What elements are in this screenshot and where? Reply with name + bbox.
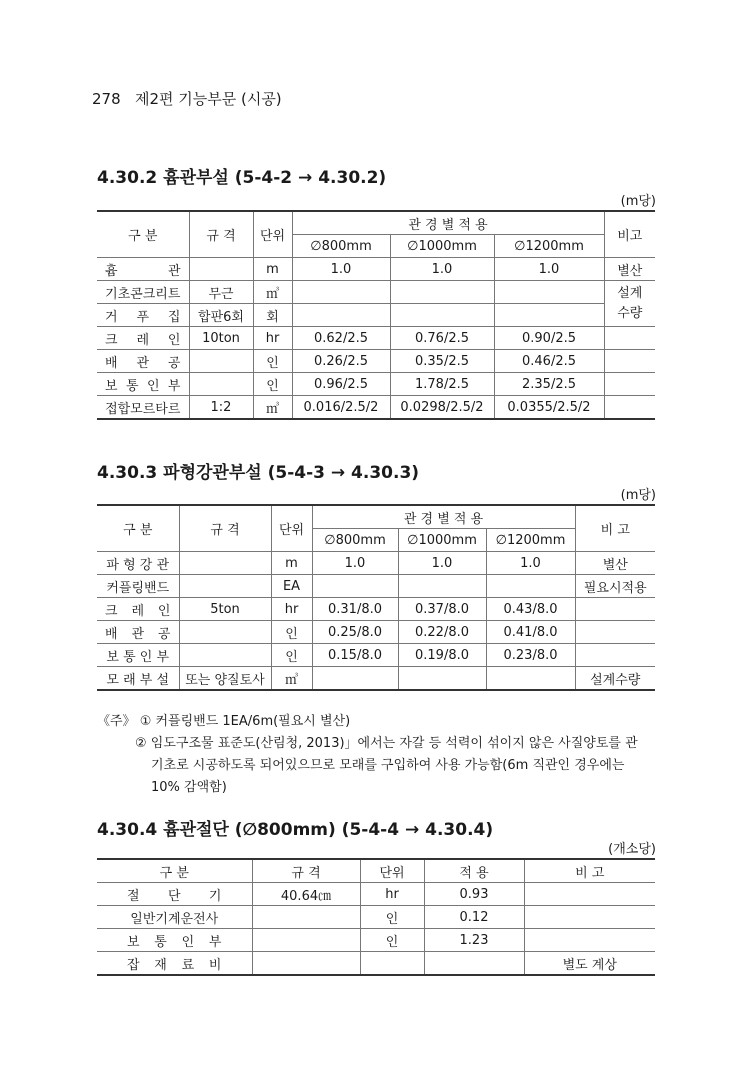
header-danwi: 단위 xyxy=(360,859,424,883)
table-row: 절 단 기 40.64㎝ hr 0.93 xyxy=(97,883,655,906)
header-p3: ∅1200mm xyxy=(486,529,575,552)
table-row: 보 통 인 부 인 0.96/2.5 1.78/2.5 2.35/2.5 xyxy=(97,373,655,396)
header-p3: ∅1200mm xyxy=(494,235,604,258)
note-1: 《주》 ① 커플링밴드 1EA/6m(필요시 별산) xyxy=(97,714,351,729)
header-danwi: 단위 xyxy=(253,211,292,258)
unit-label: (m당) xyxy=(620,194,656,209)
table-row: 잡 재 료 비 별도 계상 xyxy=(97,952,655,976)
header-p2: ∅1000mm xyxy=(398,529,486,552)
header-danwi: 단위 xyxy=(271,505,312,552)
notes-label: 《주》 xyxy=(97,714,136,729)
table-row: 보 통 인 부 인 1.23 xyxy=(97,929,655,952)
header-gyugyeok: 규 격 xyxy=(179,505,271,552)
unit-label: (m당) xyxy=(620,488,656,503)
table-row: 흄 관 m 1.0 1.0 1.0 별산 xyxy=(97,258,655,281)
table-corrugated-pipe-laying xyxy=(97,504,655,691)
note-2-cont: 10% 감액함) xyxy=(151,780,227,795)
table-row: 기초콘크리트 무근 ㎥ 설계 수량 xyxy=(97,281,655,304)
header-gubun: 구 분 xyxy=(97,859,252,883)
header-bigo: 비고 xyxy=(604,211,655,258)
header-group: 관 경 별 적 용 xyxy=(312,505,575,529)
table-row: 접합모르타르 1:2 ㎥ 0.016/2.5/2 0.0298/2.5/2 0.0355/2.5/2 xyxy=(97,396,655,420)
header-p2: ∅1000mm xyxy=(390,235,494,258)
section-title-4-30-2: 4.30.2 흄관부설 (5-4-2 → 4.30.2) xyxy=(97,168,387,188)
page-number: 278 xyxy=(92,90,121,108)
header-jeokyong: 적 용 xyxy=(424,859,524,883)
notes xyxy=(97,711,657,799)
note-2: ② 임도구조물 표준도(산림청, 2013)」에서는 자갈 등 석력이 섞이지 않은 사질양토를 관 xyxy=(135,736,638,751)
header-p1: ∅800mm xyxy=(292,235,390,258)
note-2-cont: 기초로 시공하도록 되어있으므로 모래를 구입하여 사용 가능함(6m 직관인 경우에는 xyxy=(151,758,625,773)
merged-note-cell: 설계 수량 xyxy=(604,281,655,327)
table-hume-pipe-laying xyxy=(97,210,655,420)
table-row: 일반기계운전사 인 0.12 xyxy=(97,906,655,929)
part-title: 제2편 기능부문 (시공) xyxy=(134,90,282,108)
table-hume-pipe-cutting xyxy=(97,858,655,976)
table-row: 크 레 인 10ton hr 0.62/2.5 0.76/2.5 0.90/2.5 xyxy=(97,327,655,350)
unit-label: (개소당) xyxy=(608,842,656,857)
table-row: 배 관 공 인 0.25/8.0 0.22/8.0 0.41/8.0 xyxy=(97,621,655,644)
table-row: 크 레 인 5ton hr 0.31/8.0 0.37/8.0 0.43/8.0 xyxy=(97,598,655,621)
table-row: 거 푸 집 합판6회 회 xyxy=(97,304,655,327)
section-title-4-30-4: 4.30.4 흄관절단 (∅800mm) (5-4-4 → 4.30.4) xyxy=(97,820,494,840)
header-gubun: 구 분 xyxy=(97,505,179,552)
table-row: 모 래 부 설 또는 양질토사 ㎥ 설계수량 xyxy=(97,667,655,691)
header-group: 관 경 별 적 용 xyxy=(292,211,604,235)
header-bigo: 비 고 xyxy=(575,505,655,552)
header-gyugyeok: 규 격 xyxy=(189,211,253,258)
table-row: 배 관 공 인 0.26/2.5 0.35/2.5 0.46/2.5 xyxy=(97,350,655,373)
table-row: 커플링밴드 EA 필요시적용 xyxy=(97,575,655,598)
table-row: 파 형 강 관 m 1.0 1.0 1.0 별산 xyxy=(97,552,655,575)
table-row: 보 통 인 부 인 0.15/8.0 0.19/8.0 0.23/8.0 xyxy=(97,644,655,667)
header-gubun: 구 분 xyxy=(97,211,189,258)
header-p1: ∅800mm xyxy=(312,529,398,552)
header-gyugyeok: 규 격 xyxy=(252,859,360,883)
section-title-4-30-3: 4.30.3 파형강관부설 (5-4-3 → 4.30.3) xyxy=(97,463,420,483)
page-header xyxy=(92,88,282,109)
header-bigo: 비 고 xyxy=(524,859,655,883)
